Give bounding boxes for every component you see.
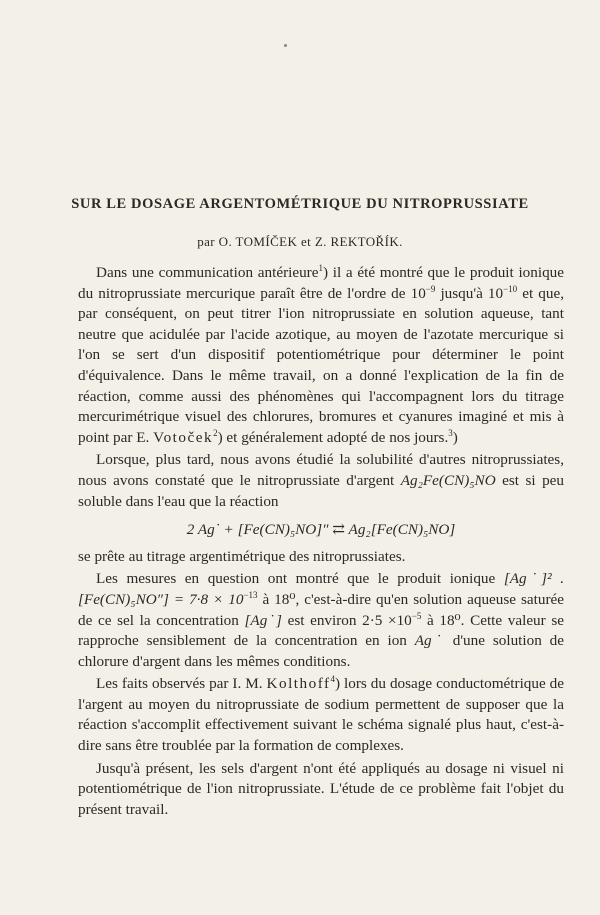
formula-silver-nitroprusside: Ag₂Fe(CN)₅NO bbox=[400, 471, 496, 489]
paragraph-6: Jusqu'à présent, les sels d'argent n'ont été appliqués au dosage ni visuel ni potentiométrique de l'ion nitroprussiate. L'étude de ce problème fait l'objet du présent travail. bbox=[78, 759, 564, 818]
footnote-ref-4: 4 bbox=[330, 674, 336, 685]
paragraph-4: Les mesures en question ont montré que le produit ionique [Ag˙]² . $[Fe(CN)_5NO''] = 7\cdot 8 \times 10^{-13}$ à 18⁰, c'est-à-dire qu'en solution aqueuse saturée de ce sel la concentration [Ag˙] est environ $2\cdot 5 \times 10^{-5}$ à 18⁰. Cette valeur se rapproche sensiblement de la concentration en ion Ag˙ d'une solution de chlorure d'argent dans les mêmes conditions. bbox=[78, 570, 565, 670]
byline-par: par bbox=[197, 234, 216, 249]
paragraph-3: se prête au titrage argentimétrique des nitroprussiates. bbox=[78, 547, 406, 565]
author-name-votocek: Votoček bbox=[153, 428, 214, 446]
footnote-ref-2: 2 bbox=[213, 427, 218, 438]
article-title: SUR LE DOSAGE ARGENTOMÉTRIQUE DU NITROPRUSSIATE bbox=[71, 196, 529, 212]
byline bbox=[0, 234, 600, 250]
footnote-ref-1: 1 bbox=[318, 262, 323, 273]
paragraph-1: Dans une communication antérieure$^1$) il a été montré que le produit ionique du nitroprussiate mercurique paraît être de l'ordre de $10^{-9}$ jusqu'à $10^{-10}$ et que, par conséquent, on peut titrer l'ion nitroprussiate en solution aqueuse, tant neutre que acidulée par l'acide azotique, au moyen de l'azotate mercurique si l'on se sert d'un dispositif potentiométrique pour déterminer le point d'équivalence. Dans le même travail, on a donné l'explication de la fin de réaction, comme aussi des phénomènes qui l'accompagnent lors du titrage mercurimétrique visuel des chlorures, bromures et cyanures imaginé et mis à point par E. Votoček$^2$) et généralement adopté de nos jours.$^3$) bbox=[78, 262, 565, 446]
article-body bbox=[78, 263, 564, 820]
page-speck bbox=[284, 44, 287, 47]
reaction-equation: 2 Ag˙ + [Fe(CN)₅NO]″ ⇄ Ag₂[Fe(CN)₅NO] bbox=[186, 521, 456, 539]
byline-et: et bbox=[300, 234, 312, 249]
author-1: O. TOMÍČEK bbox=[218, 234, 298, 249]
footnote-ref-3: 3 bbox=[448, 427, 453, 438]
paragraph-5: Les faits observés par I. M. Kolthoff$^4$) lors du dosage conductométrique de l'argent au moyen du nitroprussiate de sodium permettent de supposer que la réaction s'accomplit effectivement suivant le schéma signalé plus haut, c'est-à-dire sans être troublée par la formation de complexes. bbox=[78, 674, 565, 755]
ionic-product-expression: [Ag˙]² . [Fe(CN)₅NO″] = 7·8 × 10 bbox=[78, 570, 564, 608]
paragraph-2: Lorsque, plus tard, nous avons étudié la solubilité d'autres nitroprussiates, nous avons constaté que le nitroprussiate d'argent Ag₂Fe(CN)₅NO est si peu soluble dans l'eau que la réaction bbox=[78, 451, 564, 510]
author-2: Z. REKTOŘÍK. bbox=[314, 234, 403, 249]
author-name-kolthoff: Kolthoff bbox=[266, 675, 331, 693]
